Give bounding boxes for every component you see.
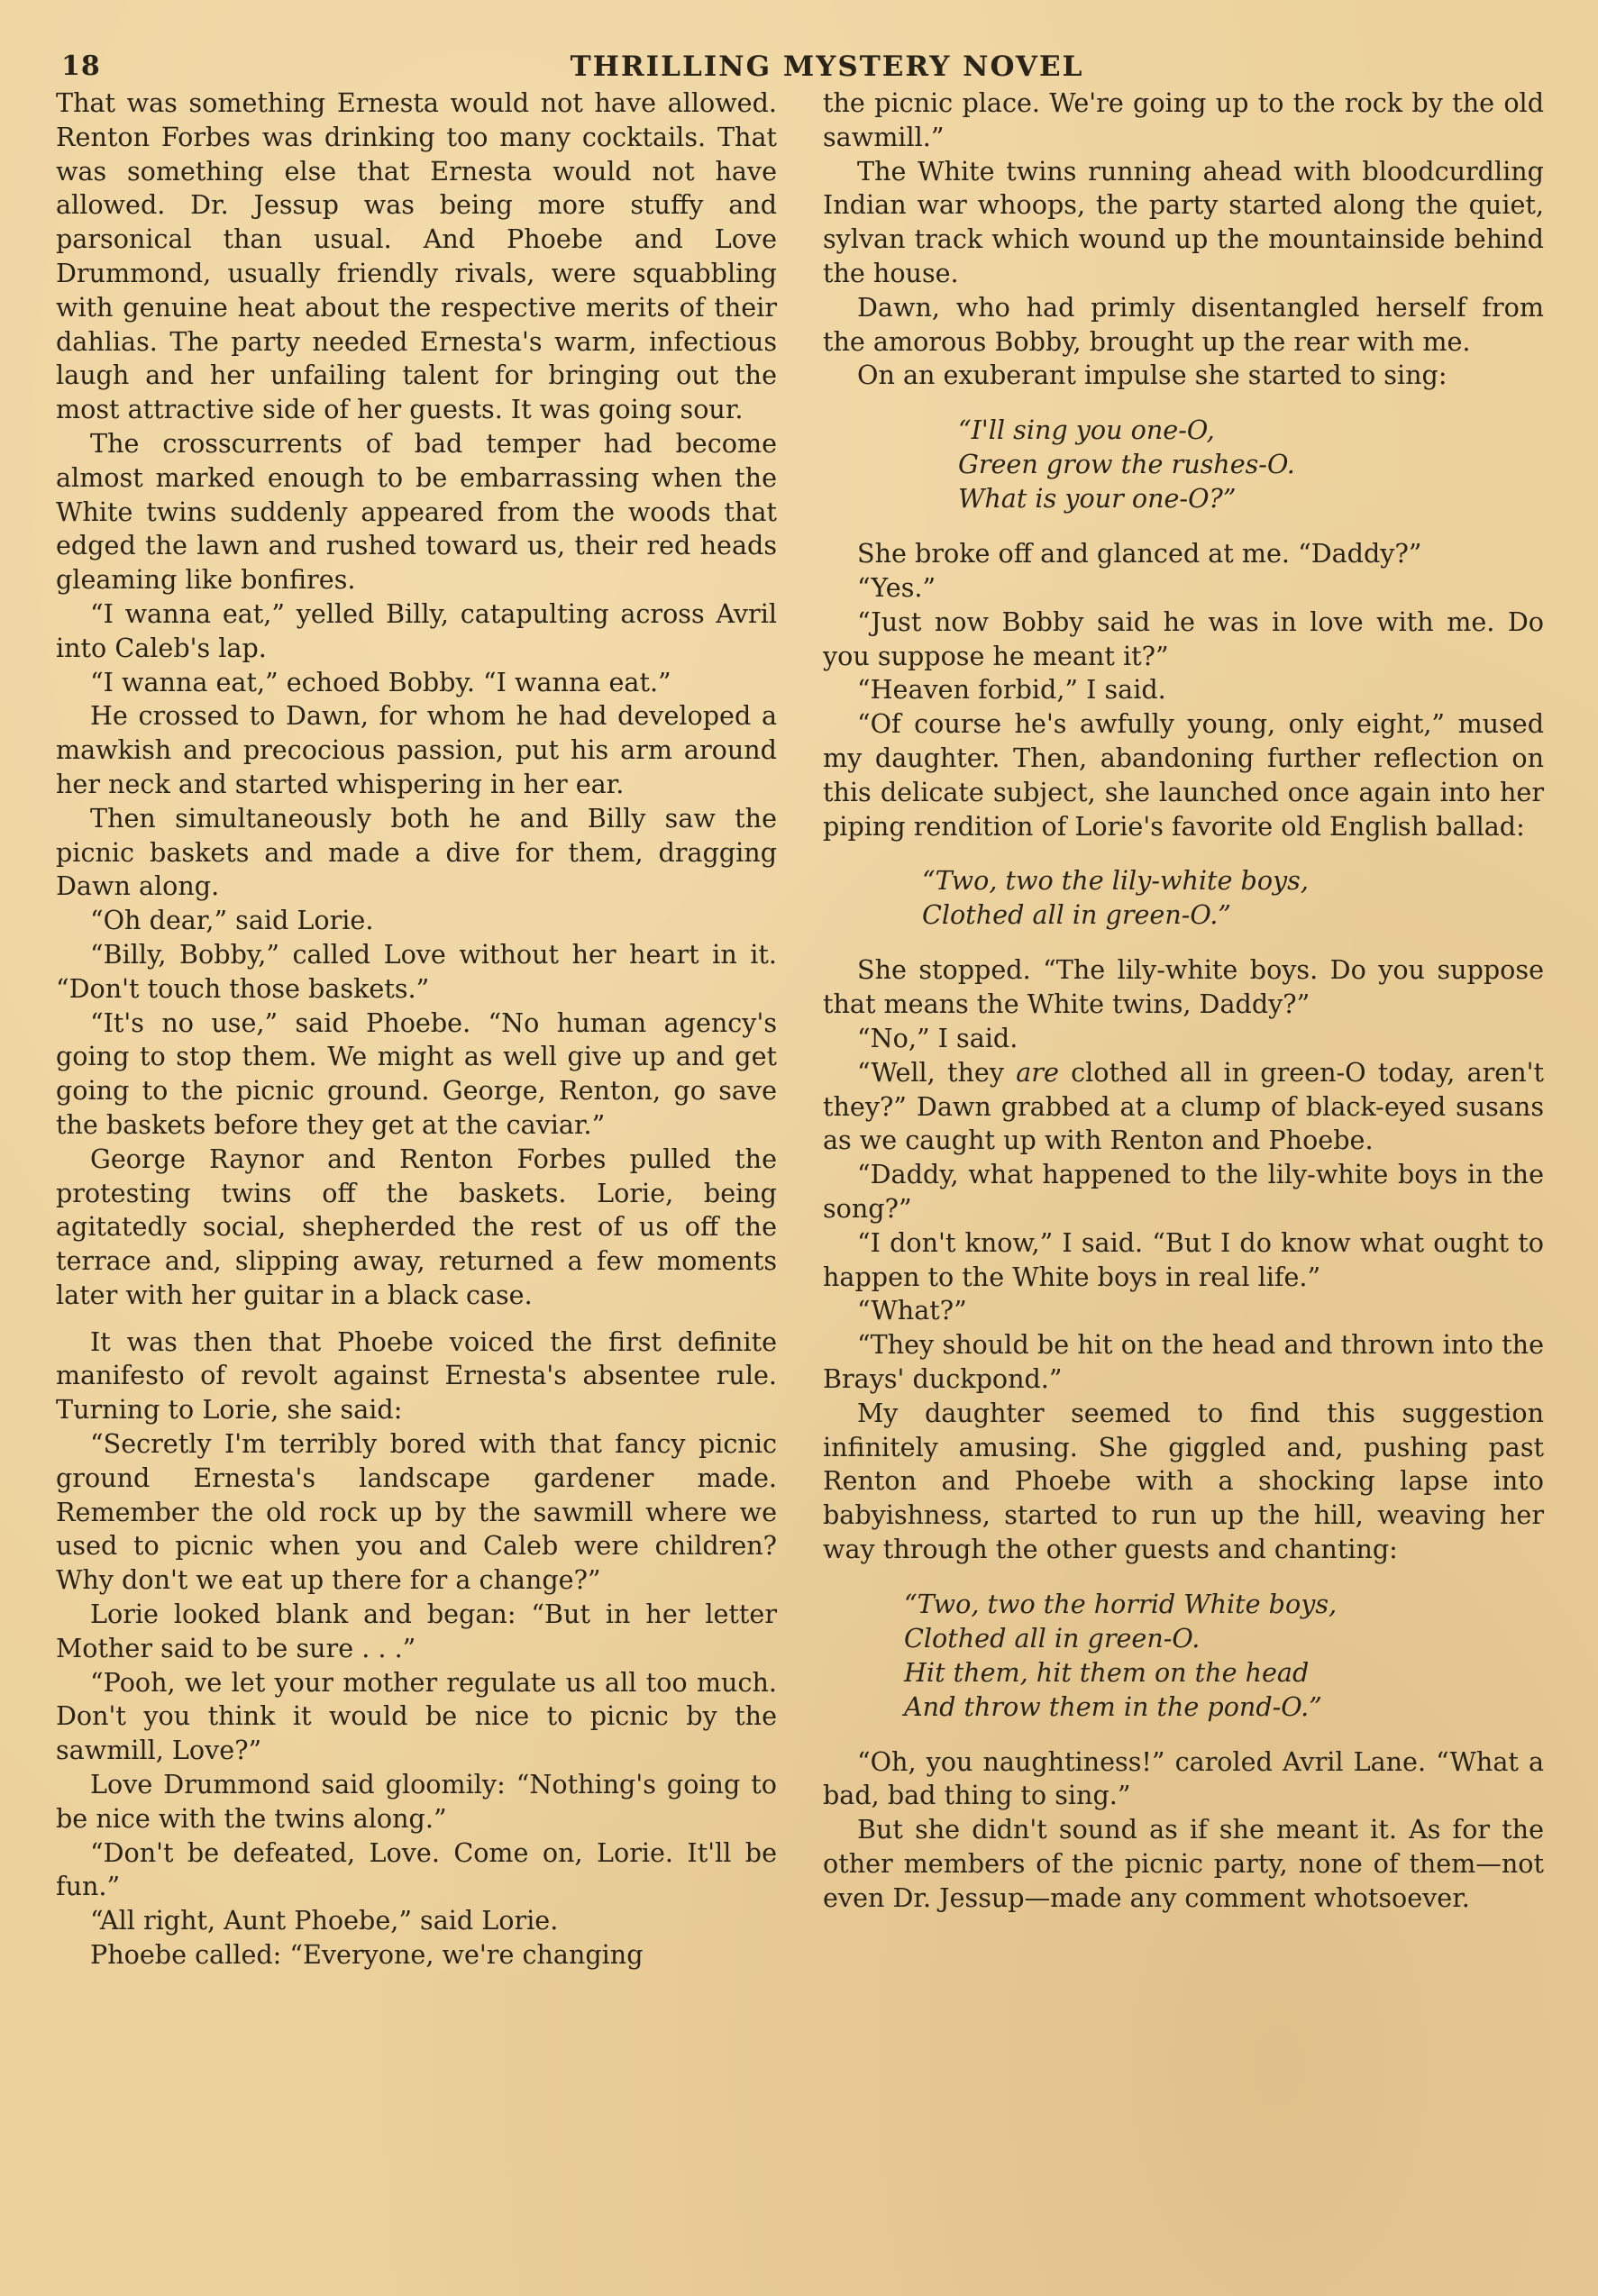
paragraph: the picnic place. We're going up to the rock by the old sawmill.” [823,87,1544,152]
paragraph: “Oh, you naughtiness!” caroled Avril Lane. “What a bad, bad thing to sing.” [823,1745,1544,1811]
paragraph: “They should be hit on the head and thrown into the Brays' duckpond.” [823,1329,1544,1394]
verse-line: What is your one-O?” [958,483,1237,515]
paragraph: That was something Ernesta would not have allowed. Renton Forbes was drinking too many cocktails. That was something else that Ernesta would not have allowed. Dr. Jessup was being more stuffy and parsonical than usual. And Phoebe and Love Drummond, usually friendly rivals, were squabbling with genuine heat about the respective merits of their dahlias. The party needed Ernesta's warm, infectious laugh and her unfailing talent for bringing out the most attractive side of her guests. It was going sour. [56,87,777,425]
paragraph [823,1056,1544,1158]
paragraph: “No,” I said. [857,1022,1018,1053]
paragraph: Love Drummond said gloomily: “Nothing's going to be nice with the twins along.” [56,1769,777,1834]
paragraph: “What?” [857,1295,967,1326]
paragraph: It was then that Phoebe voiced the first definite manifesto of revolt against Ernesta's absentee rule. Turning to Lorie, she said: [56,1326,777,1426]
paragraph: “I wanna eat,” yelled Billy, catapulting across Avril into Caleb's lap. [56,597,777,663]
text-run: “Well, they [857,1056,1017,1088]
paragraph: “Of course he's awfully young, only eight,” mused my daughter. Then, abandoning further reflection on this delicate subject, she launched once again into her piping rendition of Lorie's favorite old English ballad: [823,708,1544,842]
verse-line: Hit them, hit them on the head [904,1656,1310,1688]
paragraph: He crossed to Dawn, for whom he had developed a mawkish and precocious passion, put his arm around her neck and started whispering in her ear. [56,700,777,799]
paragraph: “It's no use,” said Phoebe. “No human agency's going to stop them. We might as well give up and get going to the picnic ground. George, Renton, go save the baskets before they get at the caviar.” [56,1007,777,1140]
paragraph: “Secretly I'm terribly bored with that fancy picnic ground Ernesta's landscape gardener made. Remember the old rock up by the sawmill where we used to picnic when you and Caleb were children? Why don't we eat up there for a change?” [56,1428,777,1596]
text-columns [56,87,1544,1973]
page-number: 18 [61,50,101,82]
paragraph: “I wanna eat,” echoed Bobby. “I wanna eat.” [90,666,671,697]
verse-line: And throw them in the pond-O.” [904,1690,1322,1722]
paragraph: “Daddy, what happened to the lily-white boys in the song?” [823,1159,1544,1224]
paragraph: She broke off and glanced at me. “Daddy?” [857,538,1422,569]
song-verse [823,863,1544,932]
paragraph: Dawn, who had primly disentangled herself from the amorous Bobby, brought up the rear with me. [823,291,1544,357]
paragraph: On an exuberant impulse she started to sing: [857,360,1447,391]
paragraph: The crosscurrents of bad temper had become almost marked enough to be embarrassing when the White twins suddenly appeared from the woods that edged the lawn and rushed toward us, their red heads gleaming like bonfires. [56,427,777,596]
paragraph: Then simultaneously both he and Billy saw the picnic baskets and made a dive for them, dragging Dawn along. [56,802,777,902]
right-column [823,87,1544,1973]
page-header [56,45,1544,85]
verse-line: “Two, two the horrid White boys, [904,1588,1338,1619]
paragraph: “I don't know,” I said. “But I do know what ought to happen to the White boys in real life.” [823,1226,1544,1292]
paragraph: My daughter seemed to find this suggestion infinitely amusing. She giggled and, pushing past Renton and Phoebe with a shocking lapse into babyishness, started to run up the hill, weaving her way through the other guests and chanting: [823,1397,1544,1564]
verse-line: Clothed all in green-O. [904,1622,1201,1654]
paragraph: Lorie looked blank and began: “But in her letter Mother said to be sure . . .” [56,1599,777,1663]
paragraph: “Yes.” [857,571,936,603]
verse-line: “Two, two the lily-white boys, [922,865,1309,897]
emphasis: are [1016,1056,1059,1088]
paragraph: “Pooh, we let your mother regulate us all too much. Don't you think it would be nice to picnic by the sawmill, Love?” [56,1666,777,1766]
paragraph: “Billy, Bobby,” called Love without her heart in it. “Don't touch those baskets.” [56,938,777,1004]
verse-line: “I'll sing you one-O, [958,415,1215,446]
text-run: clothed all in green-O today, aren't they?” Dawn grabbed at a clump of black-eyed susans as we caught up with Renton and Phoebe. [823,1056,1544,1156]
paragraph: “Just now Bobby said he was in love with me. Do you suppose he meant it?” [823,606,1544,671]
running-title: THRILLING MYSTERY NOVEL [570,50,1084,83]
song-verse [823,413,1544,515]
paragraph: George Raynor and Renton Forbes pulled the protesting twins off the baskets. Lorie, being agitatedly social, shepherded the rest of us off the terrace and, slipping away, returned a few moments later with her guitar in a black case. [56,1143,777,1310]
paragraph: “Don't be defeated, Love. Come on, Lorie. It'll be fun.” [56,1836,777,1902]
paragraph: Phoebe called: “Everyone, we're changing [90,1939,644,1971]
paragraph: “All right, Aunt Phoebe,” said Lorie. [90,1905,559,1936]
paragraph: She stopped. “The lily-white boys. Do you suppose that means the White twins, Daddy?” [823,954,1544,1020]
paragraph: “Oh dear,” said Lorie. [90,905,374,936]
left-column [56,87,777,1973]
paragraph: But she didn't sound as if she meant it. As for the other members of the picnic party, none of them—not even Dr. Jessup—made any comment whotsoever. [823,1814,1544,1913]
song-verse [823,1587,1544,1724]
verse-line: Green grow the rushes-O. [958,449,1295,480]
paragraph: “Heaven forbid,” I said. [857,674,1166,706]
verse-line: Clothed all in green-O.” [922,899,1231,931]
paragraph: The White twins running ahead with bloodcurdling Indian war whoops, the party started along the quiet, sylvan track which wound up the mountainside behind the house. [823,155,1544,288]
